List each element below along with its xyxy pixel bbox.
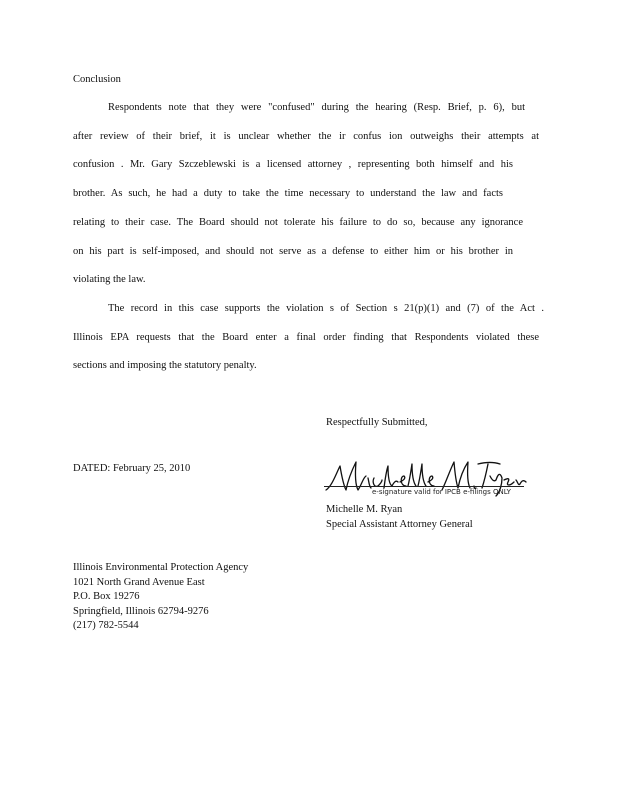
paragraph-line: relating to their case. The Board should not tolerate his failure to do so, because any ignorance xyxy=(73,217,523,228)
paragraph-line: violating the law. xyxy=(73,274,146,285)
address-line: Springfield, Illinois 62794-9276 xyxy=(73,605,209,617)
signature-line xyxy=(324,486,524,487)
paragraph-line: on his part is self-imposed, and should not serve as a defense to either him or his brother in xyxy=(73,246,513,257)
paragraph-line: Illinois EPA requests that the Board enter a final order finding that Respondents violated these xyxy=(73,332,539,343)
address-line: Illinois Environmental Protection Agency xyxy=(73,562,249,573)
paragraph-line: brother. As such, he had a duty to take the time necessary to understand the law and facts xyxy=(73,188,503,199)
paragraph-line: after review of their brief, it is unclear whether the ir confus ion outweighs their attempts at xyxy=(73,131,539,142)
signature-note: e-signature valid for IPCB e-filings ONLY xyxy=(372,488,511,496)
signer-title: Special Assistant Attorney General xyxy=(326,519,473,530)
address-line: 1021 North Grand Avenue East xyxy=(73,576,205,588)
dated-line: DATED: February 25, 2010 xyxy=(73,463,191,474)
paragraph-line: Respondents note that they were "confused" during the hearing (Resp. Brief, p. 6), but xyxy=(108,102,525,113)
paragraph-line: The record in this case supports the violation s of Section s 21(p)(1) and (7) of the Act . xyxy=(108,303,544,314)
paragraph-line: confusion . Mr. Gary Szczeblewski is a licensed attorney , representing both himself and his xyxy=(73,159,513,170)
paragraph-line: sections and imposing the statutory penalty. xyxy=(73,360,257,371)
address-block xyxy=(73,561,248,634)
signer-name: Michelle M. Ryan xyxy=(326,504,403,515)
closing-text: Respectfully Submitted, xyxy=(326,417,428,428)
address-line: (217) 782-5544 xyxy=(73,620,139,631)
address-line: P.O. Box 19276 xyxy=(73,591,140,602)
conclusion-heading: Conclusion xyxy=(73,74,121,85)
